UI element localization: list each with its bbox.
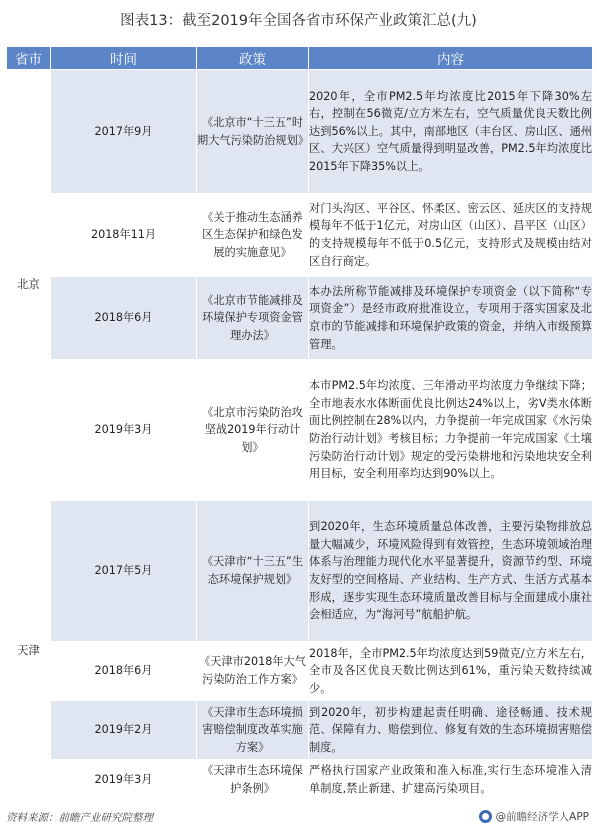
row-content: 严格执行国家产业政策和准入标准,实行生态环境准入清单制度,禁止新建、扩建高污染项目。 — [309, 760, 593, 801]
table-row — [7, 642, 593, 701]
table-row — [7, 760, 593, 801]
row-policy: 《关于推动生态涵养区生态保护和绿色发展的实施意见》 — [197, 194, 309, 277]
brand-mark — [479, 809, 589, 824]
table-row — [7, 194, 593, 277]
row-content: 对门头沟区、平谷区、怀柔区、密云区、延庆区的支持规模每年不低于1亿元，对房山区（山区）、昌平区（山区）的支持规模每年不低于0.5亿元，支持形式及规模由结对区自行商定。 — [309, 194, 593, 277]
row-time: 2018年6月 — [51, 277, 197, 360]
table-row — [7, 360, 593, 501]
table-row — [7, 277, 593, 360]
table-row — [7, 501, 593, 642]
row-time: 2019年3月 — [51, 760, 197, 801]
row-time: 2018年11月 — [51, 194, 197, 277]
row-time: 2017年9月 — [51, 70, 197, 194]
row-content: 2020年，全市PM2.5年均浓度比2015年下降30%左右，控制在56微克/立方米左右，空气质量优良天数比例达到56%以上。其中，南部地区（丰台区、房山区、通州区、大兴区）空气质量得到明显改善，PM2.5年均浓度比2015年下降35%以上。 — [309, 70, 593, 194]
row-content: 2018年，全市PM2.5年均浓度达到59微克/立方米左右，全市及各区优良天数比例达到61%，重污染天数持续减少。 — [309, 642, 593, 701]
row-content: 本办法所称节能减排及环境保护专项资金（以下简称“专项资金”）是经市政府批准设立，专项用于落实国家及北京市的节能减排和环境保护政策的资金，并纳入市级预算管理。 — [309, 277, 593, 360]
row-content: 本市PM2.5年均浓度、三年滑动平均浓度力争继续下降；全市地表水水体断面优良比例达24%以上，劣Ⅴ类水体断面比例控制在28%以内，力争提前一年完成国家《水污染防治行动计划》考核目标；力争提前一年完成国家《土壤污染防治行动计划》规定的受污染耕地和污染地块安全利用目标，安全利用率均达到90%以上。 — [309, 360, 593, 501]
row-policy: 《天津市“十三五”生态环境保护规划》 — [197, 501, 309, 642]
header-policy: 政策 — [197, 47, 309, 70]
brand-label: @前瞻经济学人APP — [495, 811, 589, 823]
source-note: 资料来源：前瞻产业研究院整理 — [6, 812, 153, 824]
row-time: 2019年3月 — [51, 360, 197, 501]
row-policy: 《北京市“十三五”时期大气污染防治规划》 — [197, 70, 309, 194]
row-policy: 《北京市节能减排及环境保护专项资金管理办法》 — [197, 277, 309, 360]
brand-logo-icon — [479, 810, 492, 823]
header-time: 时间 — [51, 47, 197, 70]
header-content: 内容 — [309, 47, 593, 70]
footer — [0, 808, 597, 828]
row-time: 2018年6月 — [51, 642, 197, 701]
row-time: 2019年2月 — [51, 701, 197, 760]
chart-title: 图表13：截至2019年全国各省市环保产业政策汇总(九) — [120, 13, 477, 29]
policy-table — [6, 46, 593, 801]
row-policy: 《天津市生态环境损害赔偿制度改革实施方案》 — [197, 701, 309, 760]
row-time: 2017年5月 — [51, 501, 197, 642]
province-tianjin: 天津 — [7, 501, 51, 801]
row-policy: 《北京市污染防治攻坚战2019年行动计划》 — [197, 360, 309, 501]
table-row — [7, 701, 593, 760]
row-content: 到2020年，生态环境质量总体改善，主要污染物排放总量大幅减少，环境风险得到有效管控，生态环境领域治理体系与治理能力现代化水平显著提升，资源节约型、环境友好型的空间格局、产业结构、生产方式、生活方式基本形成，逐步实现生态环境质量改善目标与全面建成小康社会相适应，为“海河号”航船护航。 — [309, 501, 593, 642]
province-beijing: 北京 — [7, 70, 51, 501]
row-policy: 《天津市2018年大气污染防治工作方案》 — [197, 642, 309, 701]
row-policy: 《天津市生态环境保护条例》 — [197, 760, 309, 801]
row-content: 到2020年，初步构建起责任明确、途径畅通、技术规范、保障有力、赔偿到位、修复有效的生态环境损害赔偿制度。 — [309, 701, 593, 760]
table-header-row — [7, 47, 593, 70]
table-row — [7, 70, 593, 194]
header-province: 省市 — [7, 47, 51, 70]
